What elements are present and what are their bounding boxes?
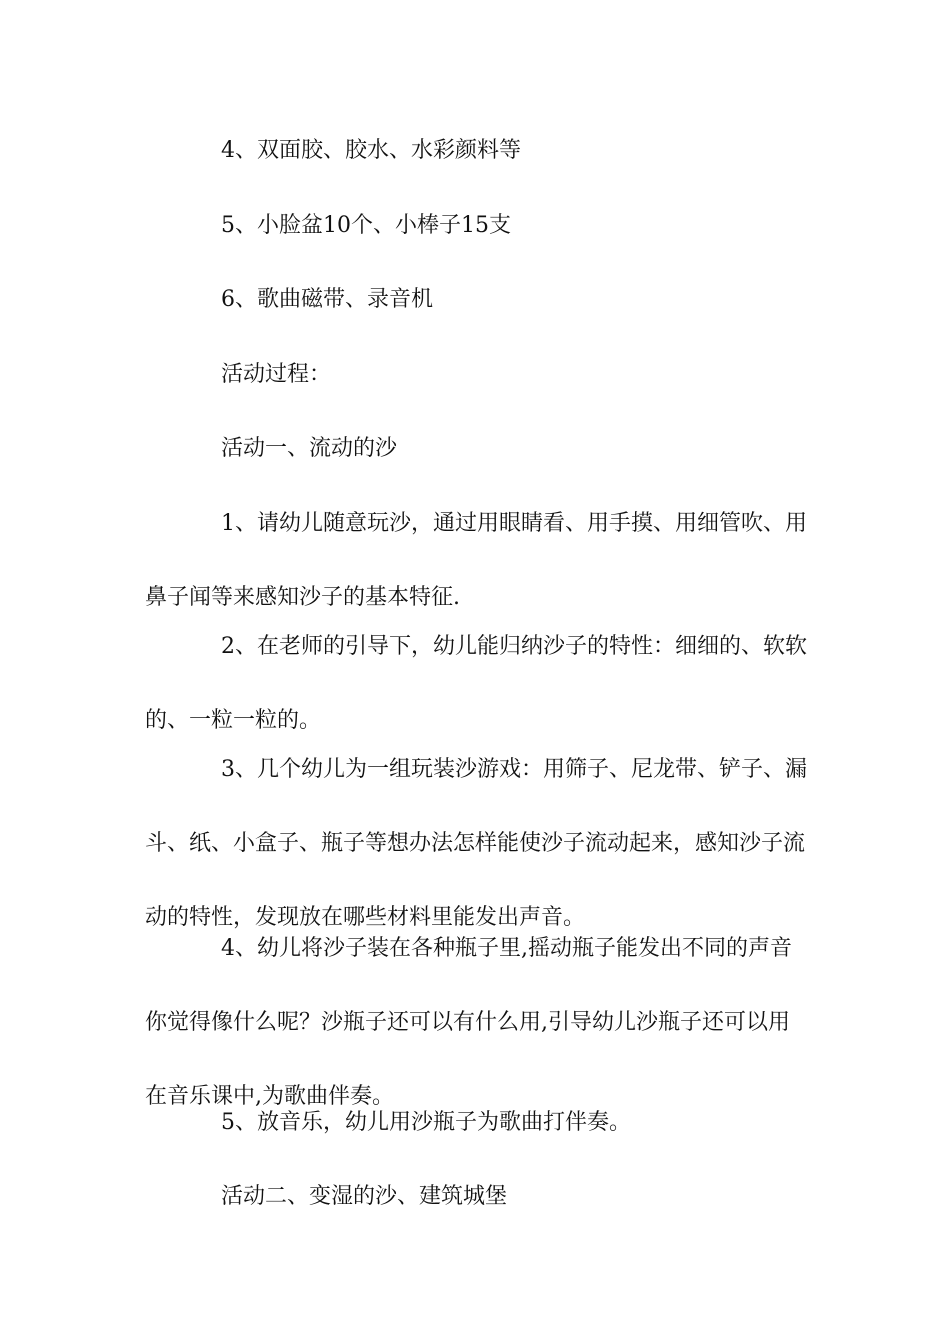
activity1-step-3: 3、几个幼儿为一组玩装沙游戏：用筛子、尼龙带、铲子、漏斗、纸、小盒子、瓶子等想办法怎样能使沙子流动起来，感知沙子流动的特性，发现放在哪些材料里能发出声音。 — [145, 757, 807, 930]
material-item-4: 4、双面胶、胶水、水彩颜料等 — [221, 138, 521, 163]
activity1-heading: 活动一、流动的沙 — [221, 436, 398, 461]
activity1-step-1: 1、请幼儿随意玩沙，通过用眼睛看、用手摸、用细管吹、用鼻子闻等来感知沙子的基本特征. — [145, 511, 807, 610]
activity2-heading: 活动二、变湿的沙、建筑城堡 — [221, 1184, 508, 1209]
activity1-step-5: 5、放音乐，幼儿用沙瓶子为歌曲打伴奏。 — [221, 1110, 631, 1135]
material-item-6: 6、歌曲磁带、录音机 — [221, 287, 433, 312]
material-item-5: 5、小脸盆10个、小棒子15支 — [221, 213, 511, 238]
activity1-step-4: 4、幼儿将沙子装在各种瓶子里,摇动瓶子能发出不同的声音你觉得像什么呢？沙瓶子还可以有什么用,引导幼儿沙瓶子还可以用在音乐课中,为歌曲伴奏。 — [145, 936, 792, 1109]
process-heading: 活动过程： — [221, 362, 332, 387]
activity1-step-2: 2、在老师的引导下，幼儿能归纳沙子的特性：细细的、软软的、一粒一粒的。 — [145, 634, 807, 733]
